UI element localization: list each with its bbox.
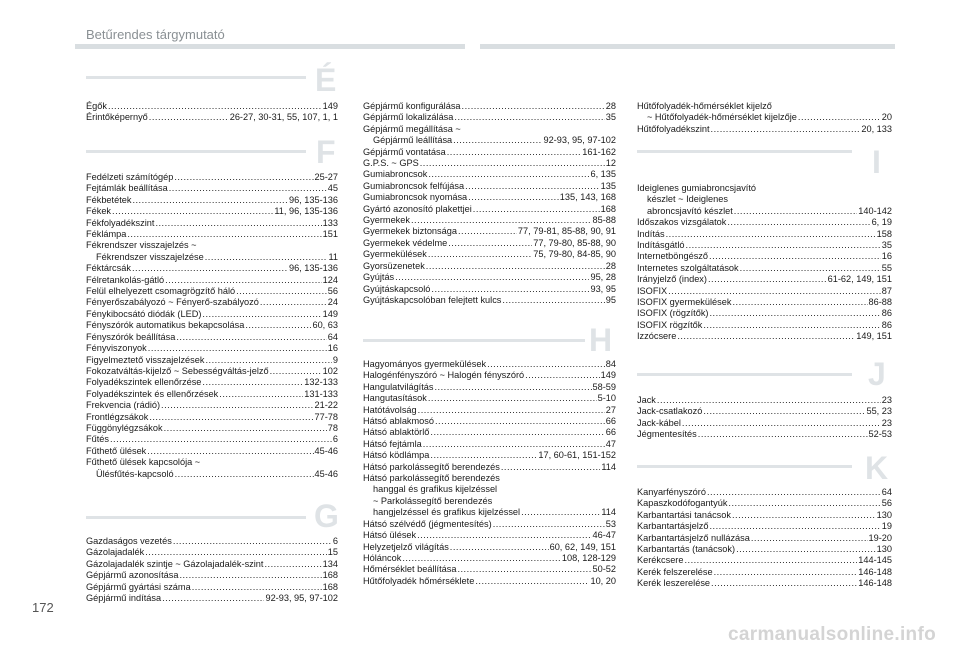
index-entry[interactable]: Hőmérséklet beállítása ..... 50-52 xyxy=(363,564,616,575)
page-title: Betűrendes tárgymutató xyxy=(86,27,225,42)
index-entry[interactable]: Helyzetjelző világítás ..... 60, 62, 149, 151 xyxy=(363,542,616,553)
section-letter-e: É xyxy=(315,62,337,98)
index-entry[interactable]: Fékbetétek ..... 96, 135-136 xyxy=(86,195,338,206)
index-entry[interactable]: Gumiabroncsok felfújása ..... 135 xyxy=(363,181,616,192)
index-entry[interactable]: Gyermekülések ..... 75, 79-80, 84-85, 90 xyxy=(363,249,616,260)
index-entry[interactable]: Irányjelző (index) ..... 61-62, 149, 151 xyxy=(637,274,892,285)
index-entry[interactable]: Gépjármű lokalizálása ..... 35 xyxy=(363,112,616,123)
index-entry[interactable]: Felül elhelyezett csomagrögzítő háló ..... 56 xyxy=(86,286,338,297)
section-letter-j: J xyxy=(868,356,886,392)
index-entry[interactable]: Gazdaságos vezetés ..... 6 xyxy=(86,536,338,547)
index-entry[interactable]: Indítás ..... 158 xyxy=(637,229,892,240)
index-entry[interactable]: Gyújtás ..... 95, 28 xyxy=(363,272,616,283)
index-entry[interactable]: Internetböngésző ..... 16 xyxy=(637,251,892,262)
index-entry[interactable]: Gyorsüzenetek ..... 28 xyxy=(363,261,616,272)
section-i xyxy=(637,183,892,343)
index-entry[interactable]: Gyermekek védelme ..... 77, 79-80, 85-88, 90 xyxy=(363,238,616,249)
index-entry[interactable]: Gépjármű leállítása ..... 92-93, 95, 97-102 xyxy=(363,135,616,146)
index-entry[interactable]: G.P.S. ~ GPS ..... 12 xyxy=(363,158,616,169)
section-rule-j xyxy=(637,373,852,376)
index-entry[interactable]: Fénykibocsátó diódák (LED) ..... 149 xyxy=(86,309,338,320)
index-entry[interactable]: Gépjármű vontatása ..... 161-162 xyxy=(363,147,616,158)
index-entry[interactable]: Frontlégzsákok ..... 77-78 xyxy=(86,412,338,423)
index-entry[interactable]: Gépjármű megállítása ~ xyxy=(363,123,461,134)
section-rule-g xyxy=(86,516,306,519)
index-entry[interactable]: Hátsó parkolássegítő berendezés ..... 114 xyxy=(363,462,616,473)
index-entry[interactable]: készlet ~ Ideiglenes xyxy=(647,194,728,205)
index-entry[interactable]: Érintőképernyő ..... 26-27, 30-31, 55, 107, 1, 1 xyxy=(86,112,338,123)
index-entry[interactable]: Hátsó parkolássegítő berendezés xyxy=(363,473,500,484)
index-entry[interactable]: Fűtés ..... 6 xyxy=(86,434,338,445)
index-entry[interactable]: Gépjármű indítása ..... 92-93, 95, 97-102 xyxy=(86,593,338,604)
index-entry[interactable]: ~ Parkolássegítő berendezés xyxy=(373,495,493,506)
index-entry[interactable]: Hűtőfolyadékszint ..... 20, 133 xyxy=(637,124,892,135)
index-entry[interactable]: Indításgátló ..... 35 xyxy=(637,240,892,251)
index-entry[interactable]: Féktárcsák ..... 96, 135-136 xyxy=(86,263,338,274)
index-entry[interactable]: Gumiabroncsok ..... 6, 135 xyxy=(363,169,616,180)
index-entry[interactable]: Égők ..... 149 xyxy=(86,101,338,112)
section-g-continued xyxy=(363,101,616,306)
index-entry[interactable]: Kerék leszerelése ..... 146-148 xyxy=(637,578,892,589)
header-bar-right xyxy=(480,44,895,49)
index-entry[interactable]: Jack-csatlakozó ..... 55, 23 xyxy=(637,406,892,417)
index-entry[interactable]: Kapaszkodófogantyúk ..... 56 xyxy=(637,498,892,509)
index-entry[interactable]: ISOFIX gyermekülések ..... 86-88 xyxy=(637,297,892,308)
index-entry[interactable]: Fűthető ülések kapcsolója ~ xyxy=(86,457,201,468)
index-entry[interactable]: Jack ..... 23 xyxy=(637,395,892,406)
index-entry[interactable]: Hangutasítások ..... 5-10 xyxy=(363,393,616,404)
section-letter-f: F xyxy=(316,134,336,170)
index-entry[interactable]: Fékrendszer visszajelzés ~ xyxy=(86,240,197,251)
index-entry[interactable]: Gyújtáskapcsoló ..... 93, 95 xyxy=(363,284,616,295)
section-rule-i xyxy=(637,150,852,153)
index-entry[interactable]: Gyújtáskapcsolóban felejtett kulcs ..... 95 xyxy=(363,295,616,306)
section-k xyxy=(637,487,892,590)
watermark: carmanualsonline.info xyxy=(728,624,936,645)
index-entry[interactable]: Folyadékszintek ellenőrzése ..... 132-133 xyxy=(86,377,338,388)
index-entry[interactable]: Hangulatvilágítás ..... 58-59 xyxy=(363,382,616,393)
index-entry[interactable]: Gyermekek ..... 85-88 xyxy=(363,215,616,226)
index-entry[interactable]: Fűthető ülések ..... 45-46 xyxy=(86,446,338,457)
index-entry[interactable]: Karbantartás (tanácsok) ..... 130 xyxy=(637,544,892,555)
index-entry[interactable]: Hátsó ablakmosó ..... 66 xyxy=(363,416,616,427)
index-entry[interactable]: Gumiabroncsok nyomása ..... 135, 143, 168 xyxy=(363,192,616,203)
index-entry[interactable]: Hűtőfolyadék-hőmérséklet kijelző xyxy=(637,101,772,111)
index-entry[interactable]: Hátsó ülések ..... 46-47 xyxy=(363,530,616,541)
index-entry[interactable]: hangjelzéssel és grafikus kijelzéssel ..... 114 xyxy=(363,507,616,518)
index-entry[interactable]: Gyermekek biztonsága ..... 77, 79-81, 85-88, 90, 91 xyxy=(363,226,616,237)
index-entry[interactable]: Karbantartási tanácsok ..... 130 xyxy=(637,510,892,521)
index-entry[interactable]: Karbantartásjelző nullázása ..... 19-20 xyxy=(637,533,892,544)
index-entry[interactable]: Időszakos vizsgálatok ..... 6, 19 xyxy=(637,217,892,228)
index-entry[interactable]: Hatótávolság ..... 27 xyxy=(363,405,616,416)
index-entry[interactable]: Fényviszonyok ..... 16 xyxy=(86,343,338,354)
index-entry[interactable]: Fejtámlák beállítása ..... 45 xyxy=(86,183,338,194)
section-rule-k xyxy=(637,465,852,468)
index-entry[interactable]: Fényerőszabályozó ~ Fényerő-szabályozó ..... 24 xyxy=(86,297,338,308)
index-entry[interactable]: Gépjármű azonosítása ..... 168 xyxy=(86,570,338,581)
index-entry[interactable]: Fényszórók automatikus bekapcsolása ..... 60, 63 xyxy=(86,320,338,331)
index-entry[interactable]: Gépjármű konfigurálása ..... 28 xyxy=(363,101,616,112)
index-entry[interactable]: Karbantartásjelző ..... 19 xyxy=(637,521,892,532)
index-entry[interactable]: Internetes szolgáltatások ..... 55 xyxy=(637,263,892,274)
index-entry[interactable]: Fékfolyadékszint ..... 133 xyxy=(86,218,338,229)
index-entry[interactable]: Gépjármű gyártási száma ..... 168 xyxy=(86,582,338,593)
index-entry[interactable]: Ideiglenes gumiabroncsjavító xyxy=(637,183,756,193)
index-entry[interactable]: Izzócsere ..... 149, 151 xyxy=(637,331,892,342)
header-bar-left xyxy=(75,44,465,49)
index-entry[interactable]: Hátsó ködlámpa ..... 17, 60-61, 151-152 xyxy=(363,450,616,461)
section-letter-i: I xyxy=(872,144,881,180)
section-f xyxy=(86,172,338,480)
index-entry[interactable]: Gázolajadalék szintje ~ Gázolajadalék-szint ..... 134 xyxy=(86,559,338,570)
index-entry[interactable]: ~ Hűtőfolyadék-hőmérséklet kijelzője ..... 20 xyxy=(637,112,892,123)
index-entry[interactable]: abroncsjavító készlet ..... 140-142 xyxy=(637,206,892,217)
index-entry[interactable]: Hátsó ablaktörlő ..... 66 xyxy=(363,427,616,438)
section-rule-e xyxy=(86,76,306,79)
index-entry[interactable]: Fényszórók beállítása ..... 64 xyxy=(86,332,338,343)
index-entry[interactable]: Függönylégzsákok ..... 78 xyxy=(86,423,338,434)
index-entry[interactable]: ISOFIX ..... 87 xyxy=(637,286,892,297)
index-entry[interactable]: Folyadékszintek és ellenőrzések ..... 131-133 xyxy=(86,389,338,400)
index-entry[interactable]: Kerékcsere ..... 144-145 xyxy=(637,555,892,566)
index-entry[interactable]: Kerék felszerelése ..... 146-148 xyxy=(637,567,892,578)
index-entry[interactable]: Halogénfényszóró ~ Halogén fényszóró ..... 149 xyxy=(363,370,616,381)
index-entry[interactable]: Jégmentesítés ..... 52-53 xyxy=(637,429,892,440)
index-entry[interactable]: Gázolajadalék ..... 15 xyxy=(86,547,338,558)
index-entry[interactable]: Jack-kábel ..... 23 xyxy=(637,418,892,429)
index-entry[interactable]: Hátsó fejtámla ..... 47 xyxy=(363,439,616,450)
section-g xyxy=(86,536,338,604)
index-entry[interactable]: Félretankolás-gátló ..... 124 xyxy=(86,275,338,286)
index-entry[interactable]: Féklámpa ..... 151 xyxy=(86,229,338,240)
section-rule-h xyxy=(363,339,585,342)
index-entry[interactable]: Frekvencia (rádió) ..... 21-22 xyxy=(86,400,338,411)
section-h-continued xyxy=(637,101,892,135)
index-entry[interactable]: Fékrendszer visszajelzése ..... 11 xyxy=(86,252,338,263)
section-e xyxy=(86,101,338,124)
index-entry[interactable]: Hátsó szélvédő (jégmentesítés) ..... 53 xyxy=(363,519,616,530)
index-entry[interactable]: hanggal és grafikus kijelzéssel xyxy=(373,484,498,495)
index-entry[interactable]: Ülésfűtés-kapcsoló ..... 45-46 xyxy=(86,469,338,480)
section-rule-f xyxy=(86,150,306,153)
index-entry[interactable]: Fokozatváltás-kijelző ~ Sebességváltás-jelző ..... 102 xyxy=(86,366,338,377)
index-entry[interactable]: ISOFIX rögzítők ..... 86 xyxy=(637,320,892,331)
index-entry[interactable]: Fékek ..... 11, 96, 135-136 xyxy=(86,206,338,217)
index-entry[interactable]: Hagyományos gyermekülések ..... 84 xyxy=(363,359,616,370)
index-entry[interactable]: Hóláncok ..... 108, 128-129 xyxy=(363,553,616,564)
section-j xyxy=(637,395,892,441)
section-letter-g: G xyxy=(314,498,339,534)
section-h xyxy=(363,359,616,587)
index-entry[interactable]: Fedélzeti számítógép ..... 25-27 xyxy=(86,172,338,183)
section-letter-h: H xyxy=(589,322,613,358)
index-entry[interactable]: ISOFIX (rögzítők) ..... 86 xyxy=(637,308,892,319)
section-letter-k: K xyxy=(865,450,889,486)
index-entry[interactable]: Figyelmeztető visszajelzések ..... 9 xyxy=(86,355,338,366)
index-entry[interactable]: Hűtőfolyadék hőmérséklete ..... 10, 20 xyxy=(363,576,616,587)
index-entry[interactable]: Gyártó azonosító plakettjei ..... 168 xyxy=(363,204,616,215)
page-number: 172 xyxy=(32,600,54,615)
index-entry[interactable]: Kanyarfényszóró ..... 64 xyxy=(637,487,892,498)
